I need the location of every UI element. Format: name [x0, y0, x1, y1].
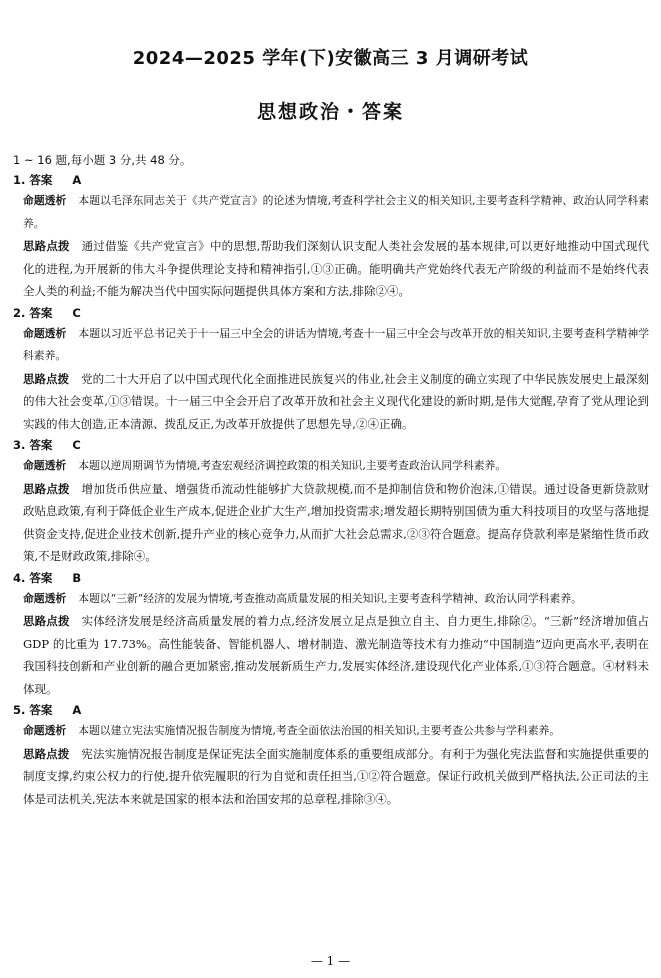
question-block	[13, 569, 651, 701]
question-header	[13, 701, 651, 720]
answer-label: 答案	[29, 173, 53, 187]
answer-value: A	[72, 173, 82, 187]
hint-paragraph	[13, 235, 651, 303]
analysis-text: 本题以习近平总书记关于十一届三中全会的讲话为情境,考查十一届三中全会与改革开放的相关知识,主要考查科学精神学科素养。	[23, 326, 650, 362]
answer-value: A	[72, 703, 82, 717]
hint-label: 思路点拨	[23, 481, 70, 496]
hint-text: 宪法实施情况报告制度是保证宪法全面实施制度体系的重要组成部分。有利于为强化宪法监督和实施提供重要的制度支撑,约束公权力的行使,提升依宪履职的行为自觉和责任担当,①②符合题意。保证行政机关做到严格执法,公正司法的主体是司法机关,宪法本来就是国家的根本法和治国安邦的总章程,排除③④。	[23, 746, 650, 806]
analysis-label: 命题透析	[23, 591, 67, 605]
question-block	[13, 171, 651, 303]
question-header	[13, 171, 651, 190]
answer-label: 答案	[29, 305, 53, 320]
hint-label: 思路点拨	[23, 371, 70, 386]
analysis-text: 本题以逆周期调节为情境,考查宏观经济调控政策的相关知识,主要考查政治认同学科素养。	[78, 459, 507, 472]
analysis-label: 命题透析	[23, 194, 67, 207]
question-number: 1.	[13, 173, 26, 187]
question-number: 4.	[13, 570, 26, 585]
hint-label: 思路点拨	[23, 239, 70, 253]
analysis-label: 命题透析	[23, 724, 67, 737]
hint-label: 思路点拨	[23, 614, 70, 628]
hint-text: 党的二十大开启了以中国式现代化全面推进民族复兴的伟业,社会主义制度的确立实现了中华民族发展史上最深刻的伟大社会变革,①③错误。十一届三中全会开启了改革开放和社会主义现代化建设的新时期,是伟大觉醒,孕育了党从理论到实践的伟大创造,正本清源、拨乱反正,为改革开放提供了思想先导,②④正确。	[23, 371, 650, 431]
answer-label: 答案	[29, 438, 53, 452]
hint-text: 通过借鉴《共产党宣言》中的思想,帮助我们深刻认识支配人类社会发展的基本规律,可以更好地推动中国式现代化的进程,为开展新的伟大斗争提供理论支持和精神指引,①③正确。能明确共产党始终代表无产阶级的利益而不是始终代表全人类的利益;不能为解决当代中国实际问题提供具体方案和方法,排除②④。	[23, 239, 649, 298]
scoring-note: 1 ~ 16 题,每小题 3 分,共 48 分。	[13, 153, 192, 167]
analysis-label: 命题透析	[23, 459, 67, 472]
hint-paragraph	[13, 610, 651, 700]
question-number: 2.	[13, 305, 26, 320]
analysis-paragraph	[13, 455, 651, 478]
answer-value: C	[72, 305, 81, 320]
question-block	[13, 304, 651, 436]
hint-text: 实体经济发展是经济高质量发展的着力点,经济发展立足点是独立自主、自力更生,排除②。“三新”经济增加值占 GDP 的比重为 17.73%。高性能装备、智能机器人、增材制造、激光制造等技术有力推动“中国制造”迈向更高水平,表明在我国科技创新和产业创新的融合更加紧密,推动发展新质生产力,发展实体经济,建设现代化产业体系,①③符合题意。④材料未体现。	[23, 614, 649, 696]
question-block	[13, 701, 651, 810]
page-number: — 1 —	[310, 954, 351, 968]
answer-value: B	[72, 570, 82, 585]
question-header	[13, 304, 651, 323]
hint-paragraph	[13, 478, 651, 568]
question-block	[13, 436, 651, 568]
page-subtitle: 思想政治・答案	[256, 101, 404, 123]
questions-list	[13, 170, 651, 810]
analysis-label: 命题透析	[23, 326, 67, 340]
hint-label: 思路点拨	[23, 746, 70, 761]
analysis-text: 本题以“三新”经济的发展为情境,考查推动高质量发展的相关知识,主要考查科学精神、政治认同学科素养。	[78, 591, 582, 605]
answer-value: C	[72, 438, 81, 452]
hint-paragraph	[13, 743, 651, 811]
question-header	[13, 436, 651, 455]
question-number: 3.	[13, 438, 26, 452]
question-header	[13, 569, 651, 588]
analysis-text: 本题以建立宪法实施情况报告制度为情境,考查全面依法治国的相关知识,主要考查公共参与学科素养。	[78, 724, 561, 737]
answer-label: 答案	[29, 703, 53, 717]
analysis-paragraph	[13, 588, 651, 611]
analysis-paragraph	[13, 720, 651, 743]
question-number: 5.	[13, 703, 26, 717]
hint-text: 增加货币供应量、增强货币流动性能够扩大贷款规模,而不是抑制信贷和物价泡沫,①错误。通过设备更新贷款财政贴息政策,有利于降低企业生产成本,促进企业扩大生产,增加投资需求;增发超长期特别国债为重大科技项目的攻坚与落地提供资金支持,促进企业技术创新,提升产业的核心竞争力,从而扩大社会总需求,②③符合题意。提高存贷款利率是紧缩性货币政策,不是财政政策,排除④。	[23, 481, 649, 563]
hint-paragraph	[13, 368, 651, 436]
analysis-text: 本题以毛泽东同志关于《共产党宣言》的论述为情境,考查科学社会主义的相关知识,主要考查科学精神、政治认同学科素养。	[23, 194, 650, 230]
answer-label: 答案	[29, 570, 53, 585]
analysis-paragraph	[13, 190, 651, 235]
page-title: 2024—2025 学年(下)安徽高三 3 月调研考试	[132, 48, 529, 69]
analysis-paragraph	[13, 323, 651, 368]
